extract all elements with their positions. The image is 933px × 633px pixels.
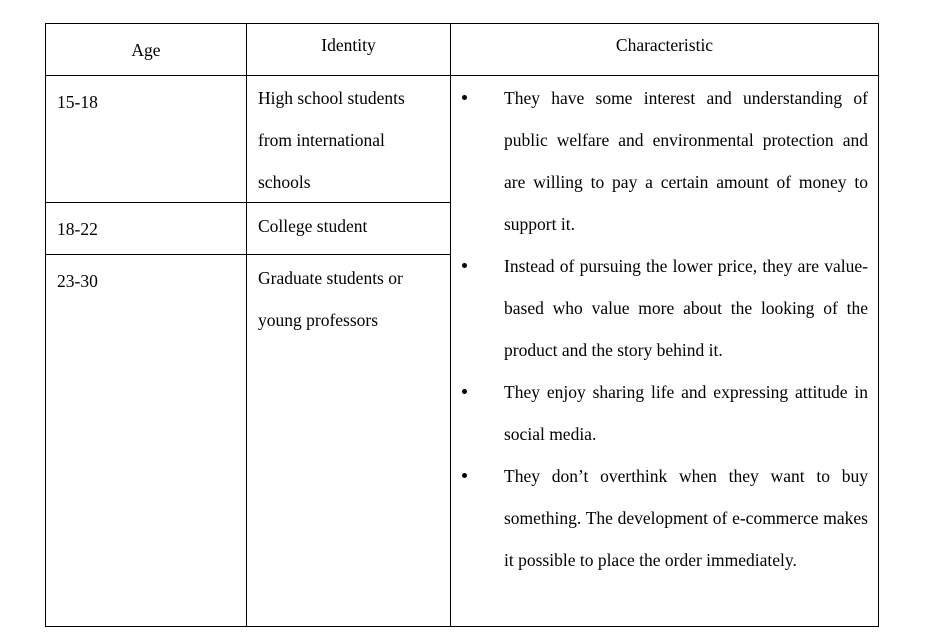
column-divider — [246, 23, 247, 627]
table-border-right — [878, 23, 879, 627]
header-age: Age — [131, 40, 161, 60]
age-cell: 15-18 — [57, 92, 98, 112]
column-divider — [450, 23, 451, 627]
characteristic-text: Instead of pursuing the lower price, they are value-based who value more about the looking of the product and the story behind it. — [504, 256, 868, 360]
identity-cell: College student — [258, 216, 368, 236]
list-item — [458, 77, 868, 245]
header-characteristic: Characteristic — [615, 35, 714, 55]
list-item — [458, 455, 868, 581]
header-identity: Identity — [321, 35, 376, 55]
table-border-bottom — [45, 626, 879, 627]
identity-cell: Graduate students or young professors — [258, 268, 403, 330]
bullet-icon — [462, 263, 467, 268]
characteristic-text: They have some interest and understanding of public welfare and environmental protection and are willing to pay a certain amount of money to support it. — [504, 88, 868, 234]
table-border-top — [45, 23, 879, 24]
list-item — [458, 371, 868, 455]
bullet-icon — [462, 389, 467, 394]
bullet-icon — [462, 95, 467, 100]
list-item — [458, 245, 868, 371]
characteristic-list — [458, 77, 868, 581]
table-border-left — [45, 23, 46, 627]
header-divider — [45, 75, 879, 76]
characteristic-text: They don’t overthink when they want to buy something. The development of e-commerce makes it possible to place the order immediately. — [504, 466, 868, 570]
identity-cell: High school students from international schools — [258, 88, 405, 192]
age-cell: 18-22 — [57, 219, 98, 239]
bullet-icon — [462, 473, 467, 478]
characteristic-text: They enjoy sharing life and expressing attitude in social media. — [504, 382, 868, 444]
age-cell: 23-30 — [57, 271, 98, 291]
row-divider — [45, 254, 451, 255]
